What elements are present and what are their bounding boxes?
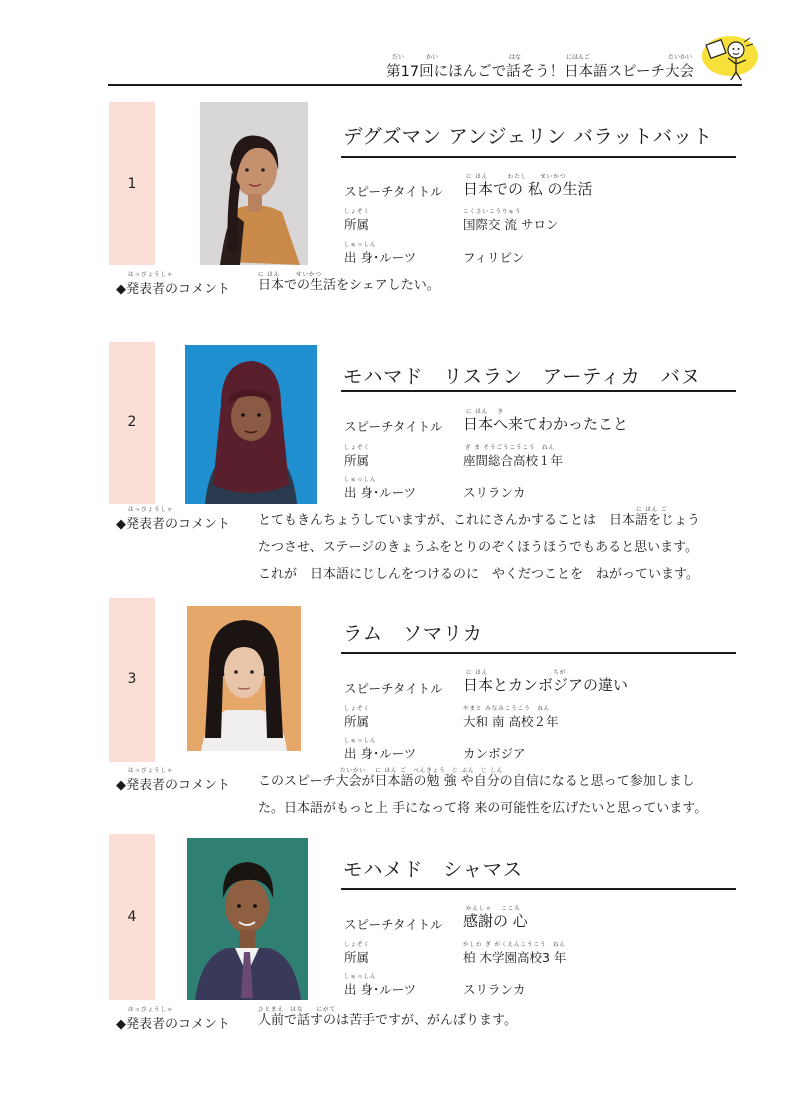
- speaker-number: 1: [127, 176, 137, 192]
- speaker-photo: [200, 102, 308, 265]
- origin-label-ruby: しゅっしん: [344, 477, 377, 483]
- origin-label-ruby: しゅっしん: [344, 242, 377, 248]
- speaker-name: デグズマン アンジェリン バラットバット: [343, 125, 713, 148]
- origin-label: 出 身･ルーツ: [344, 250, 417, 265]
- affiliation-label: 所属: [344, 217, 370, 232]
- affiliation-label-ruby: しょぞく: [344, 445, 371, 451]
- name-rule: [341, 652, 736, 654]
- speaker-name: モハメド シャマス: [343, 858, 523, 881]
- origin-label: 出 身･ルーツ: [344, 485, 417, 500]
- affiliation-label-ruby: しょぞく: [344, 209, 371, 215]
- comment-text: とてもきんちょうしていますが、これにさんかすることは 日本語をじょう たつさせ、ステージのきょうふをとりのぞくほうほうでもあると思います。 これが 日本語にじしんをつけるのに やくだつことを ねがっています。: [258, 513, 701, 582]
- speech-title: 感謝の 心: [463, 912, 528, 930]
- origin-label-ruby: しゅっしん: [344, 738, 377, 744]
- speaker-photo: [187, 606, 301, 751]
- speech-title-label: スピーチタイトル: [344, 681, 443, 696]
- header-rule: [108, 84, 742, 86]
- speech-title: 日本へ来てわかったこと: [463, 415, 629, 433]
- origin-value: カンボジア: [463, 746, 526, 761]
- affiliation-ruby: ざ ま そうごうこうこう ねん: [465, 445, 555, 451]
- comment-label-ruby: はっぴょうしゃ: [128, 1007, 174, 1013]
- origin-value: フィリピン: [463, 250, 525, 265]
- number-box: [109, 342, 155, 504]
- name-rule: [341, 390, 736, 392]
- title-ruby: に ほん ちが: [466, 670, 567, 676]
- affiliation-ruby: かしわ ぎ がくえんこうこう ねん: [463, 942, 566, 948]
- number-box: [109, 834, 155, 1000]
- origin-label-ruby: しゅっしん: [344, 974, 377, 980]
- speaker-name: モハマド リスラン アーティカ バヌ: [343, 365, 701, 388]
- affiliation-label-ruby: しょぞく: [344, 942, 371, 948]
- comment-label: ◆発表者のコメント: [116, 778, 230, 793]
- affiliation-value: 大和 南 高校２年: [463, 714, 559, 729]
- speaker-name: ラム ソマリカ: [343, 622, 483, 645]
- speaker-photo: [185, 345, 317, 504]
- comment-label-ruby: はっぴょうしゃ: [128, 507, 174, 513]
- affiliation-value: 座間総合高校１年: [463, 453, 564, 468]
- number-box: [109, 102, 155, 265]
- comment-text: 人前で話すのは苦手ですが、がんばります。: [258, 1013, 517, 1028]
- title-ruby: に ほん わたし せいかつ: [466, 174, 567, 180]
- comment-text: 日本での生活をシェアしたい。: [258, 278, 440, 293]
- speaker-number: 3: [127, 671, 137, 687]
- speech-title-label: スピーチタイトル: [344, 917, 443, 932]
- comment-label: ◆発表者のコメント: [116, 517, 230, 532]
- speech-title: 日本での 私 の生活: [463, 180, 593, 198]
- page-header: [0, 0, 794, 90]
- speaker-photo: [187, 838, 308, 1000]
- origin-value: スリランカ: [463, 485, 526, 500]
- speaker-number: 4: [127, 909, 137, 925]
- title-ruby: に ほん き: [466, 409, 504, 415]
- comment-label-ruby: はっぴょうしゃ: [128, 768, 174, 774]
- header-ruby-taikai: たいかい: [668, 54, 693, 61]
- name-rule: [341, 888, 736, 890]
- affiliation-label: 所属: [344, 714, 370, 729]
- origin-value: スリランカ: [463, 982, 526, 997]
- title-ruby: かんしゃ こころ: [466, 906, 521, 912]
- comment-ruby: たいかい に ほん ご べんきょう じ ぶん じ しん: [340, 768, 504, 774]
- comment-ruby: に ほん せいかつ: [258, 272, 322, 278]
- affiliation-value: 柏 木学園高校3 年: [463, 950, 567, 965]
- mascot-illustration-icon: [698, 34, 760, 84]
- affiliation-label: 所属: [344, 950, 370, 965]
- speaker-number: 2: [127, 414, 137, 430]
- comment-text: このスピーチ大会が日本語の勉 強 や自分の自信になると思って参加しまし た。日本語がもっと上 手になって将 来の可能性を広げたいと思っています。: [258, 774, 708, 816]
- speech-title-label: スピーチタイトル: [344, 419, 443, 434]
- origin-label: 出 身･ルーツ: [344, 982, 417, 997]
- name-rule: [341, 156, 736, 158]
- affiliation-ruby: やまと みなみこうこう ねん: [463, 706, 551, 712]
- comment-label: ◆発表者のコメント: [116, 282, 230, 297]
- header-ruby-dai: だい: [392, 54, 405, 61]
- header-ruby-nihongo: にほんご: [566, 54, 591, 61]
- header-ruby-hana: はな: [509, 54, 522, 61]
- affiliation-label-ruby: しょぞく: [344, 706, 371, 712]
- origin-label: 出 身･ルーツ: [344, 746, 417, 761]
- page-title: 第17回にほんごで話そう！日本語スピーチ大会: [386, 64, 694, 80]
- affiliation-value: 国際交 流 サロン: [463, 217, 559, 232]
- comment-ruby: ひとまえ はな にがて: [258, 1007, 337, 1013]
- comment-label: ◆発表者のコメント: [116, 1017, 230, 1032]
- comment-ruby: に ほん ご: [636, 507, 668, 513]
- speech-title-label: スピーチタイトル: [344, 184, 443, 199]
- affiliation-label: 所属: [344, 453, 370, 468]
- speech-title: 日本とカンボジアの違い: [463, 676, 629, 694]
- affiliation-ruby: こくさいこうりゅう: [463, 209, 522, 215]
- header-ruby-kai: かい: [426, 54, 439, 61]
- number-box: [109, 598, 155, 762]
- comment-label-ruby: はっぴょうしゃ: [128, 272, 174, 278]
